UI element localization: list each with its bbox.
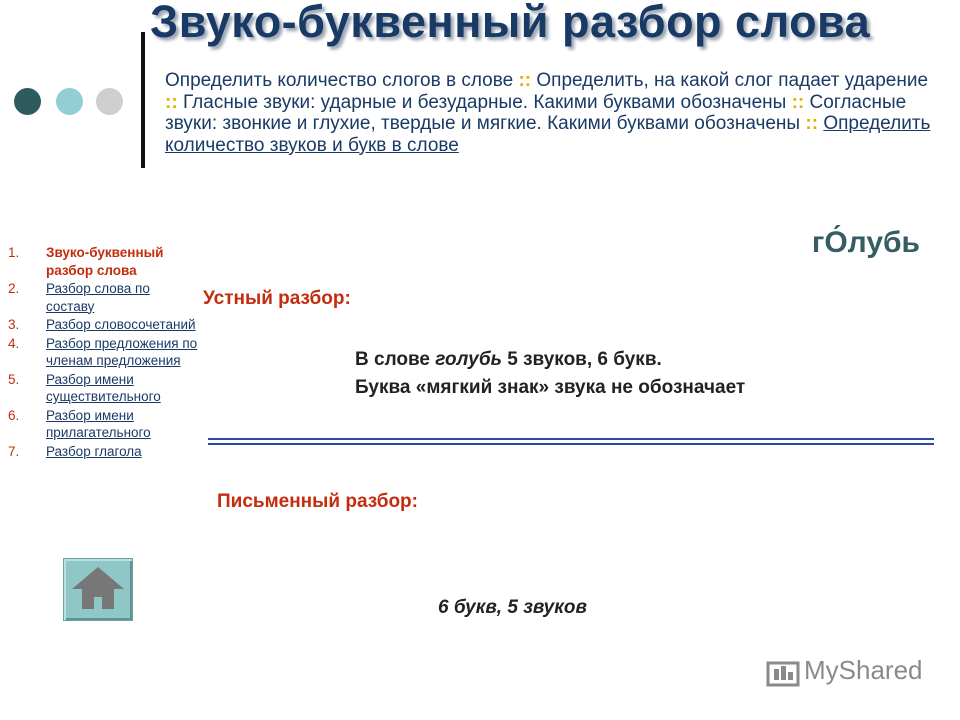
written-heading: Письменный разбор:	[217, 491, 418, 512]
toc-link[interactable]: Разбор предложения по членам предложения	[46, 335, 198, 368]
oral-line-1-start: В слове	[355, 349, 436, 370]
section-divider	[208, 438, 934, 445]
toc-number: 3.	[8, 317, 20, 332]
toc-link[interactable]: Разбор слова по составу	[46, 281, 150, 314]
toc-number: 5.	[8, 371, 20, 387]
toc-label-current: Звуко-буквенный разбор слова	[46, 245, 164, 278]
written-summary: 6 букв, 5 звуков	[438, 597, 587, 618]
nav-item-vowels: Гласные звуки: ударные и безударные. Какими буквами обозначены	[182, 91, 787, 113]
vertical-divider	[141, 32, 145, 168]
toc-link[interactable]: Разбор словосочетаний	[46, 317, 196, 332]
oral-line-2: Буква «мягкий знак» звука не обозначает	[355, 377, 746, 398]
table-of-contents	[0, 244, 200, 461]
toc-number: 1.	[8, 245, 20, 260]
nav-item-consonants: Согласные звуки: звонкие и глухие, твердые и мягкие. Какими буквами обозначены	[165, 91, 907, 134]
nav-separator: ::	[518, 70, 532, 91]
myshared-logo-icon	[766, 657, 800, 687]
toc-item[interactable]	[0, 371, 200, 406]
nav-item-stress: Определить, на какой слог падает ударение	[536, 70, 929, 91]
myshared-logo	[766, 655, 923, 687]
decor-dot-light	[56, 88, 83, 115]
page-title: Звуко-буквенный разбор слова	[150, 0, 871, 47]
oral-line-1	[355, 346, 745, 374]
toc-item[interactable]	[0, 407, 200, 442]
toc-item	[0, 244, 200, 279]
nav-item-syllables: Определить количество слогов в слове	[165, 70, 514, 91]
logo-text: MyShared	[804, 655, 923, 685]
step-navigation	[165, 70, 945, 156]
decor-dot-dark	[14, 88, 41, 115]
toc-link[interactable]: Разбор имени прилагательного	[46, 407, 151, 440]
decor-dot-gray	[96, 88, 123, 115]
nav-separator: ::	[165, 91, 178, 113]
toc-item[interactable]	[0, 316, 200, 334]
home-icon	[64, 559, 132, 620]
toc-link[interactable]: Разбор глагола	[46, 443, 142, 459]
toc-item[interactable]	[0, 443, 200, 461]
nav-link-count[interactable]: Определить количество звуков и букв в слове	[165, 113, 931, 156]
toc-number: 7.	[8, 443, 20, 459]
nav-separator: ::	[791, 91, 805, 113]
home-button[interactable]	[63, 558, 133, 621]
toc-number: 6.	[8, 407, 20, 423]
toc-number: 4.	[8, 335, 20, 351]
oral-heading: Устный разбор:	[203, 288, 351, 309]
toc-item[interactable]	[0, 335, 200, 370]
toc-link[interactable]: Разбор имени существительного	[46, 371, 161, 404]
toc-number: 2.	[8, 281, 20, 296]
oral-line-1-end: 5 звуков, 6 букв.	[501, 349, 662, 370]
oral-line-1-word: голубь	[435, 349, 502, 370]
analyzed-word: гО́лубь	[811, 226, 920, 259]
toc-item[interactable]	[0, 280, 200, 315]
nav-separator: ::	[805, 113, 819, 134]
oral-analysis	[355, 346, 745, 402]
